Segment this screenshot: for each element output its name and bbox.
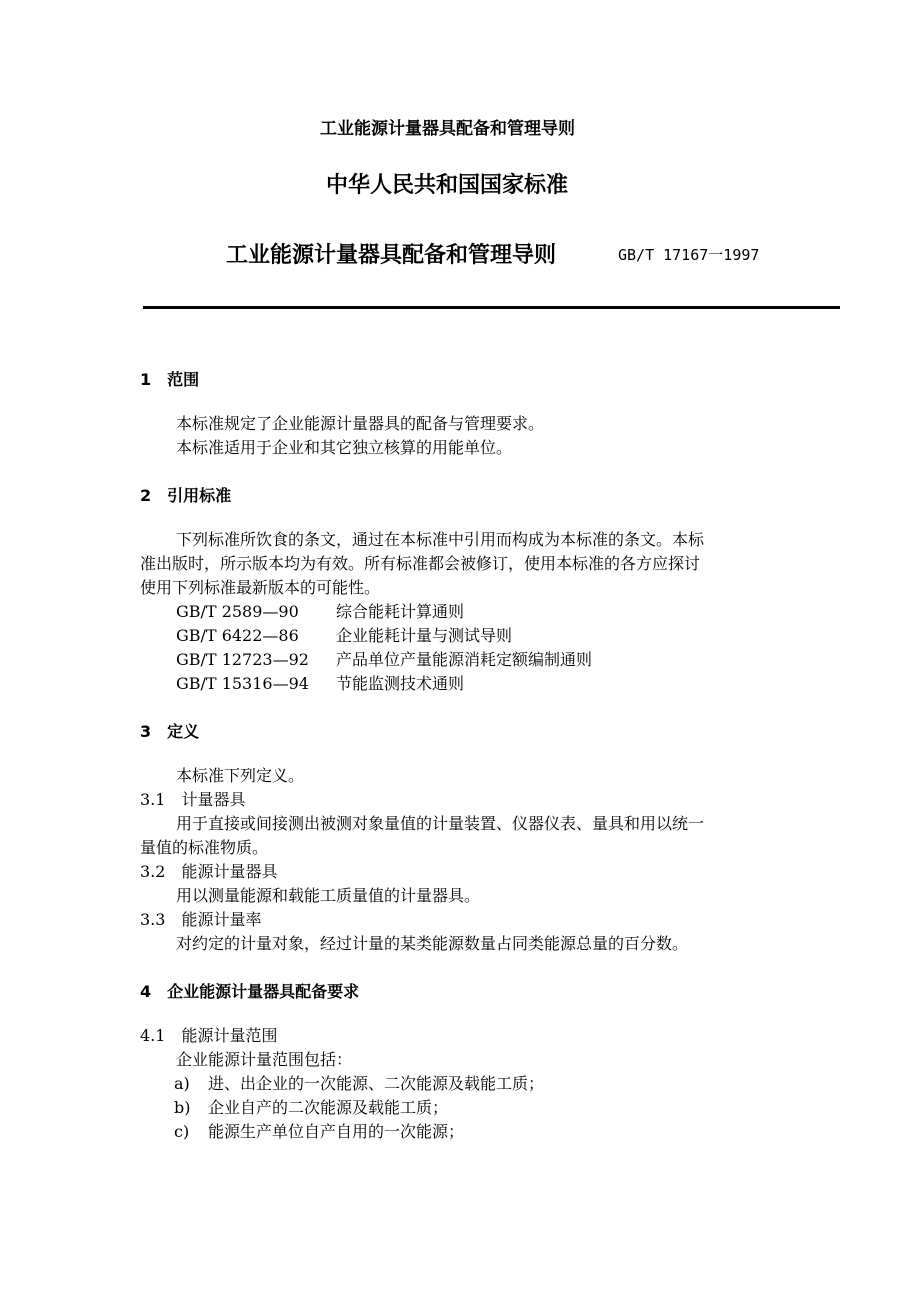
definition-3-2-text: 用以测量能源和载能工质量值的计量器具。: [176, 886, 481, 905]
reference-code: GB/T 6422—86: [176, 626, 299, 645]
definition-3-3-text: 对约定的计量对象，经过计量的某类能源数量占同类能源总量的百分数。: [176, 934, 689, 953]
definition-3-1-title: 3.1 计量器具: [140, 790, 246, 809]
section-1-paragraph: 本标准适用于企业和其它独立核算的用能单位。: [176, 438, 513, 457]
section-2-paragraph-line: 下列标准所饮食的条文，通过在本标准中引用而构成为本标准的条文。本标: [176, 530, 705, 549]
subsection-4-1-intro: 企业能源计量范围包括：: [176, 1050, 353, 1069]
header-divider: [143, 306, 840, 309]
section-1-heading: 1 范围: [140, 370, 200, 389]
definition-3-1-text: 用于直接或间接测出被测对象量值的计量装置、仪器仪表、量具和用以统一: [176, 814, 705, 833]
reference-title: 企业能耗计量与测试导则: [336, 626, 513, 645]
reference-item: [176, 674, 464, 694]
list-item-label: b): [174, 1098, 191, 1117]
list-item-text: 企业自产的二次能源及载能工质；: [208, 1098, 449, 1117]
top-title: 工业能源计量器具配备和管理导则: [320, 119, 575, 139]
section-1-paragraph: 本标准规定了企业能源计量器具的配备与管理要求。: [176, 414, 545, 433]
reference-title: 综合能耗计算通则: [336, 602, 465, 621]
reference-code: GB/T 2589—90: [176, 602, 299, 621]
section-4-heading: 4 企业能源计量器具配备要求: [140, 982, 360, 1001]
national-standard-title: 中华人民共和国国家标准: [326, 173, 569, 198]
document-title: 工业能源计量器具配备和管理导则: [226, 243, 557, 268]
section-2-paragraph-line: 使用下列标准最新版本的可能性。: [140, 578, 381, 597]
standard-code: GB/T 17167一1997: [618, 246, 760, 264]
reference-title: 节能监测技术通则: [336, 674, 465, 693]
reference-item: [176, 650, 592, 670]
reference-code: GB/T 15316—94: [176, 674, 309, 693]
reference-title: 产品单位产量能源消耗定额编制通则: [336, 650, 593, 669]
subsection-4-1-title: 4.1 能源计量范围: [140, 1026, 278, 1045]
definition-3-1-text: 量值的标准物质。: [140, 838, 269, 857]
section-3-intro: 本标准下列定义。: [176, 766, 305, 785]
list-item-text: 能源生产单位自产自用的一次能源；: [208, 1122, 465, 1141]
list-item: [174, 1074, 544, 1094]
list-item-label: a): [174, 1074, 190, 1093]
section-2-heading: 2 引用标准: [140, 486, 232, 505]
reference-item: [176, 602, 464, 622]
reference-code: GB/T 12723—92: [176, 650, 309, 669]
list-item-text: 进、出企业的一次能源、二次能源及载能工质；: [208, 1074, 545, 1093]
list-item: [174, 1098, 448, 1118]
definition-3-2-title: 3.2 能源计量器具: [140, 862, 278, 881]
section-2-paragraph-line: 准出版时，所示版本均为有效。所有标准都会被修订，使用本标准的各方应探讨: [140, 554, 701, 573]
reference-item: [176, 626, 512, 646]
list-item-label: c): [174, 1122, 190, 1141]
section-3-heading: 3 定义: [140, 722, 200, 741]
definition-3-3-title: 3.3 能源计量率: [140, 910, 262, 929]
list-item: [174, 1122, 464, 1142]
